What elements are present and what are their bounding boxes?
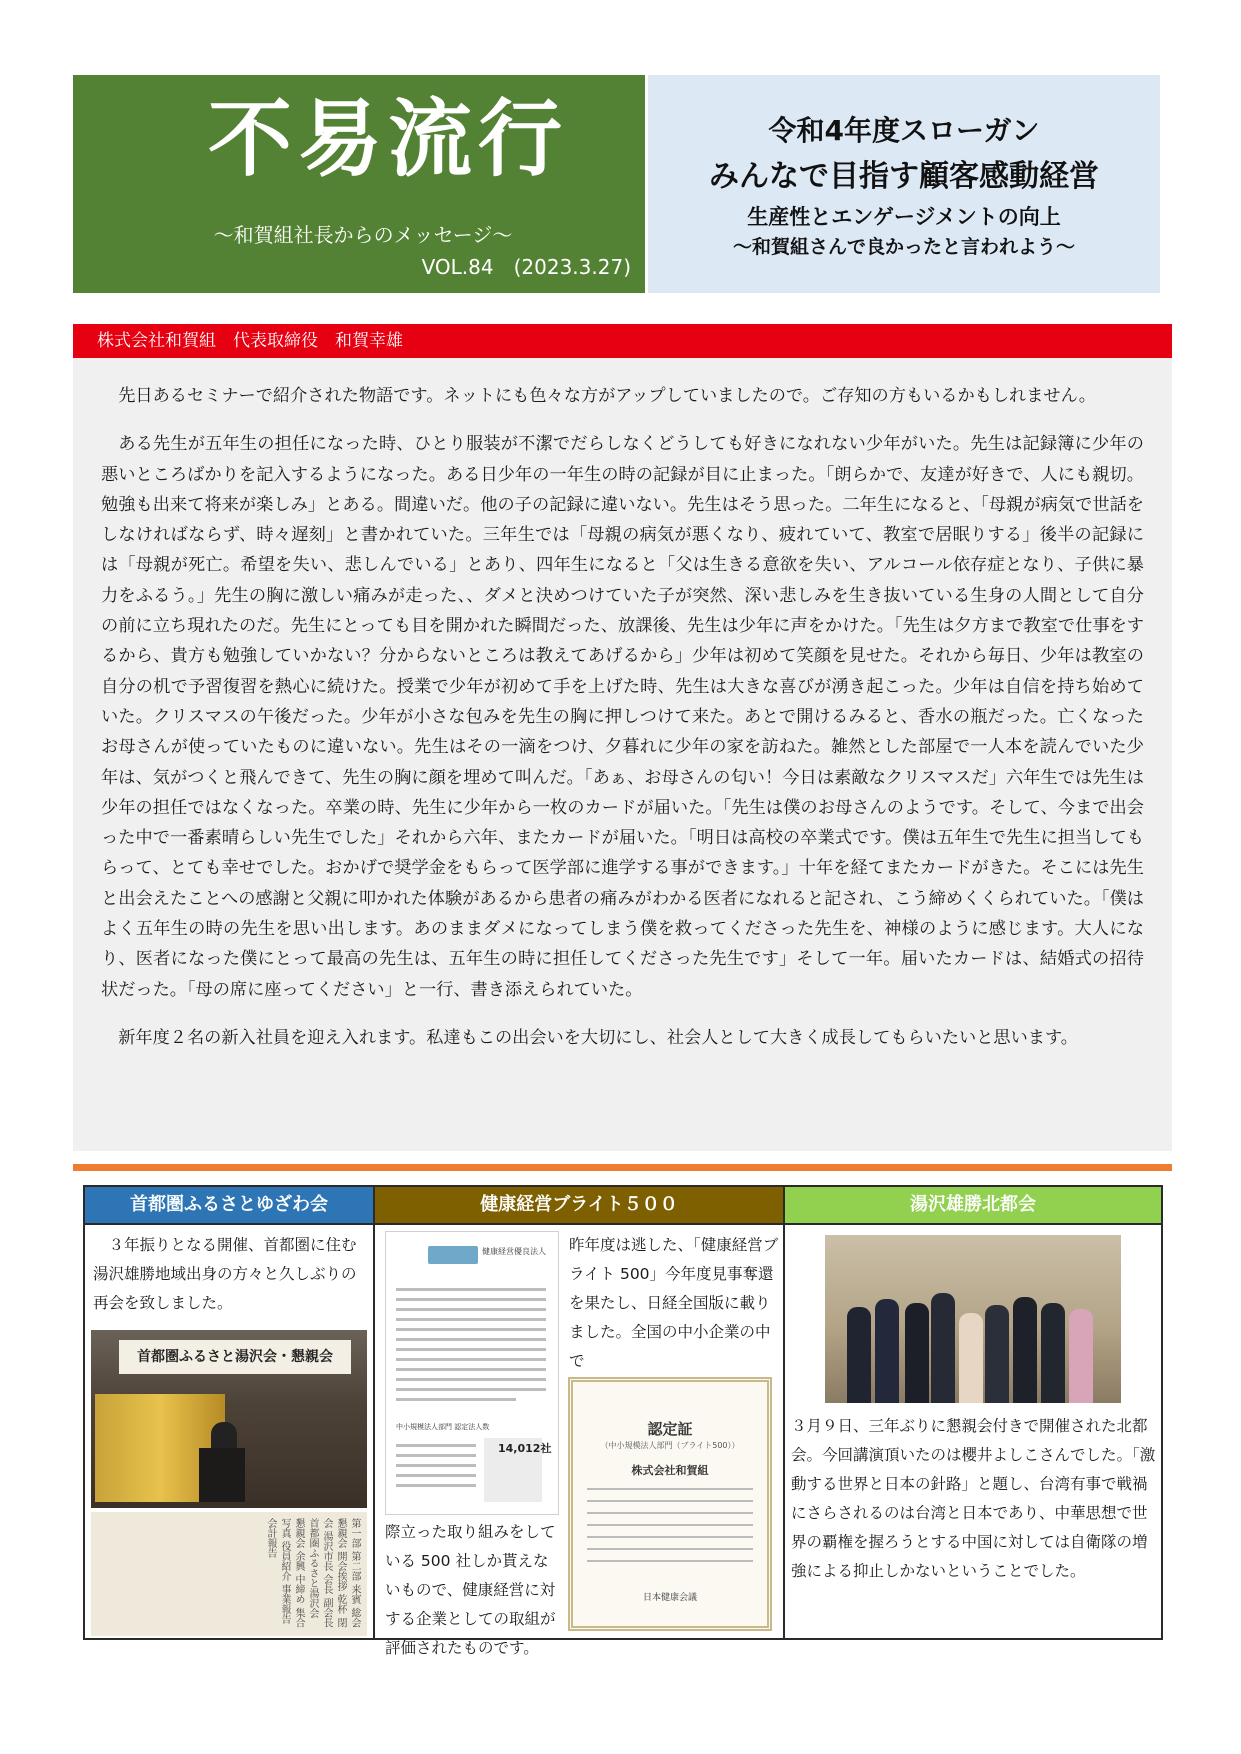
certification-logo-icon (428, 1246, 478, 1264)
podium (199, 1448, 245, 1502)
slogan-panel (648, 75, 1160, 293)
clipping-logo-text: 健康経営優良法人 (482, 1247, 546, 1256)
certificate-line (587, 1524, 753, 1526)
person-figure (905, 1303, 929, 1403)
clipping-caption: 中小規模法人部門 認定法人数 (396, 1423, 490, 1431)
author-bar: 株式会社和賀組 代表取締役 和賀幸雄 (73, 324, 1172, 358)
certificate-line (587, 1512, 753, 1514)
news-box-bright500 (373, 1185, 785, 1657)
text-line (396, 1358, 546, 1361)
person-figure (985, 1305, 1009, 1403)
certificate-line (587, 1500, 753, 1502)
text-line (396, 1338, 546, 1341)
person-figure (1069, 1309, 1093, 1403)
person-figure (959, 1313, 983, 1403)
certificate-title: 認定証 (647, 1420, 693, 1438)
slogan-tagline: 〜和賀組さんで良かったと言われよう〜 (732, 236, 1075, 258)
text-line (396, 1318, 546, 1321)
newsletter-subtitle: 〜和賀組社長からのメッセージ〜 (213, 223, 513, 247)
certificate-line (587, 1488, 753, 1490)
event-program-photo: 第一部 第二部 来賓 総会 懇親会 開会挨拶 乾杯 閉会 湯沢市長 会長 副会長 首都圏ふるさと湯沢会 懇親会 余興 中締め 集合写真 役員紹介 事業報告 会計報告 (91, 1512, 367, 1636)
box-heading: 健康経営ブライト５００ (375, 1187, 783, 1225)
certificate-line (587, 1560, 753, 1562)
person-figure (1013, 1297, 1037, 1403)
person-figure (1041, 1303, 1065, 1403)
article-paragraph-story: ある先生が五年生の担任になった時、ひとり服装が不潔でだらしなくどうしても好きになれない少年がいた。先生は記録簿に少年の悪いところばかりを記入するようになった。ある日少年の一年生の時の記録が目に止まった。「朗らかで、友達が好きで、人にも親切。勉強も出来て将来が楽しみ」とある。間違いだ。他の子の記録に違いない。先生はそう思った。二年生になると、「母親が病気で世話をしなければならず、時々遅刻」と書かれていた。三年生では「母親の病気が悪くなり、疲れていて、教室で居眠りする」後半の記録には「母親が死亡。希望を失い、悲しんでいる」とあり、四年生になると「父は生きる意欲を失い、アルコール依存症となり、子供に暴力をふるう。」先生の胸に激しい痛みが走った、、ダメと決めつけていた子が突然、深い悲しみを生き抜いている生身の人間として自分の前に立ち現れたのだ。先生にとっても目を開かれた瞬間だった、放課後、先生は少年に声をかけた。「先生は夕方まで教室で仕事をするから、貴方も勉強していかない？分からないところは教えてあげるから」少年は初めて笑顔を見せた。それから毎日、少年は教室の自分の机で予習復習を熱心に続けた。授業で少年が初めて手を上げた時、先生は大きな喜びが湧き起こった。少年は自信を持ち始めていた。クリスマスの午後だった。少年が小さな包みを先生の胸に押しつけて来た。あとで開けるみると、香水の瓶だった。亡くなったお母さんが使っていたものに違いない。先生はその一滴をつけ、夕暮れに少年の家を訪ねた。雑然とした部屋で一人本を読んでいた少年は、気がつくと飛んできて、先生の胸に顔を埋めて叫んだ。「あぁ、お母さんの匂い！今日は素敵なクリスマスだ」六年生では先生は少年の担任ではなくなった。卒業の時、先生に少年から一枚のカードが届いた。「先生は僕のお母さんのようです。そして、今まで出会った中で一番素晴らしい先生でした」それから六年、またカードが届いた。「明日は高校の卒業式です。僕は五年生で先生に担当してもらって、とても幸せでした。おかげで奨学金をもらって医学部に進学する事ができます。」十年を経てまたカードがきた。そこには先生と出会えたことへの感謝と父親に叩かれた体験があるから患者の痛みがわかる医者になれると記され、こう締めくくられていた。「僕はよく五年生の時の先生を思い出します。あのままダメになってしまう僕を救ってくださった先生を、神様のように感じます。大人になり、医者になった僕にとって最高の先生は、五年生の時に担任してくださった先生です」そして一年。届いたカードは、結婚式の招待状だった。「母の席に座ってください」と一行、書き添えられていた。 (101, 434, 1144, 1000)
table-line (396, 1454, 476, 1457)
table-line (396, 1444, 476, 1447)
box-text: 昨年度は逃した、「健康経営ブライト 500」今年度見事奪還を果たし、日経全国版に載りました。全国の中小企業の中で (569, 1236, 779, 1370)
text-line (396, 1328, 546, 1331)
table-line (396, 1484, 476, 1487)
certificate-issuer: 日本健康会議 (642, 1593, 697, 1603)
news-box-hokutokai (783, 1185, 1163, 1640)
header-title-panel (73, 75, 645, 293)
text-line (396, 1348, 546, 1351)
volume-date: VOL.84 (2023.3.27) (421, 255, 631, 279)
text-line (396, 1288, 546, 1291)
slogan-sub: 生産性とエンゲージメントの向上 (747, 205, 1061, 229)
certified-count: 14,012社 (498, 1442, 552, 1455)
certificate-recipient: 株式会社和賀組 (631, 1464, 709, 1477)
newsletter-title: 不易流行 (207, 89, 568, 188)
text-line (396, 1368, 546, 1371)
certificate-line (587, 1536, 753, 1538)
text-line (396, 1398, 516, 1401)
person-figure (847, 1307, 871, 1403)
table-line (396, 1474, 476, 1477)
event-photo (91, 1330, 367, 1508)
text-line (396, 1298, 546, 1301)
news-box-furusato (83, 1185, 375, 1640)
text-line (396, 1388, 546, 1391)
box-text-continued: 際立った取り組みをしている 500 社しか貰えないもので、健康経営に対する企業としての取組が評価されたものです。 (385, 1523, 556, 1657)
article-body (73, 358, 1172, 1151)
group-photo (825, 1235, 1121, 1403)
slogan-heading: 令和4年度スローガン (768, 114, 1040, 147)
box-text: ３年振りとなる開催、首都圏に住む湯沢雄勝地域出身の方々と久しぶりの再会を致しました。 (93, 1236, 357, 1312)
person-figure (931, 1293, 955, 1403)
box-heading: 首都圏ふるさとゆざわ会 (85, 1187, 373, 1225)
certificate-line (587, 1548, 753, 1550)
article-paragraph-intro: 先日あるセミナーで紹介された物語です。ネットにも色々な方がアップしていましたので。ご存知の方もいるかもしれません。 (118, 386, 1096, 406)
box-heading: 湯沢雄勝北都会 (785, 1187, 1161, 1225)
photo-banner: 首都圏ふるさと湯沢会・懇親会 (119, 1340, 351, 1374)
certificate (568, 1377, 772, 1631)
newspaper-clipping (385, 1231, 559, 1515)
text-line (396, 1378, 546, 1381)
slogan-main: みんなで目指す顧客感動経営 (709, 159, 1099, 194)
table-line (396, 1464, 476, 1467)
person-figure (875, 1299, 899, 1403)
section-divider (73, 1164, 1172, 1171)
certificate-category: （中小規模法人部門（ブライト500）） (600, 1441, 740, 1450)
text-line (396, 1308, 546, 1311)
article-paragraph-closing: 新年度２名の新入社員を迎え入れます。私達もこの出会いを大切にし、社会人として大きく成長してもらいたいと思います。 (118, 1027, 1078, 1048)
box-text: ３月９日、三年ぶりに懇親会付きで開催された北都会。今回講演頂いたのは櫻井よしこさんでした。「激動する世界と日本の針路」と題し、台湾有事で戦禍にさらされるのは台湾と日本であり、中華思想で世界の覇権を握ろうとする中国に対しては自衛隊の増強による抑止しかないということでした。 (791, 1417, 1156, 1580)
